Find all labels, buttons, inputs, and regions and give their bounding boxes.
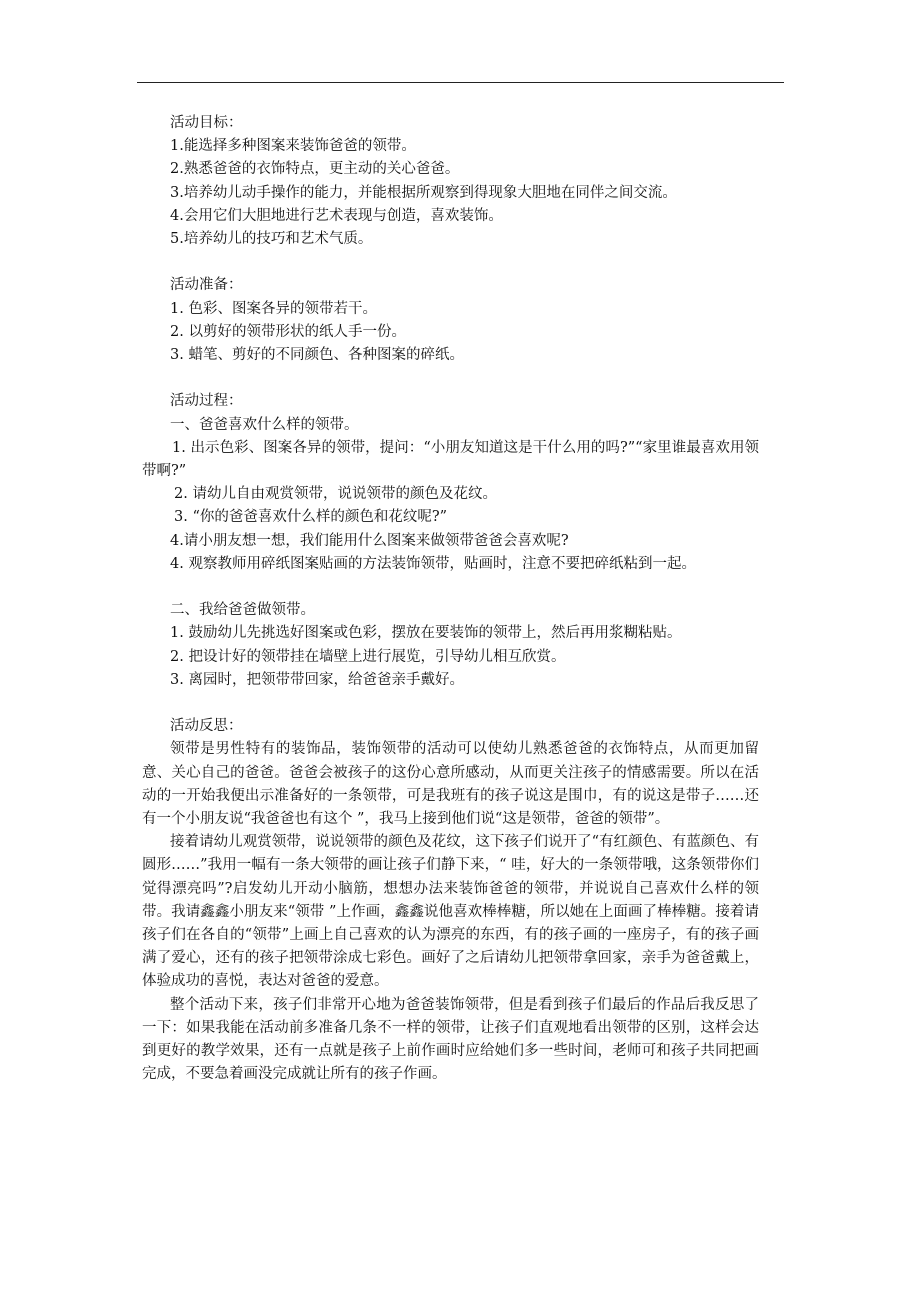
- section-preparation: [170, 274, 790, 367]
- process-item: 2. 请幼儿自由观赏领带，说说领带的颜色及花纹。: [174, 486, 497, 503]
- process-item: 4.请小朋友想一想，我们能用什么图案来做领带爸爸会喜欢呢?: [170, 532, 569, 549]
- process-item: 2. 把设计好的领带挂在墙壁上进行展览，引导幼儿相互欣赏。: [170, 648, 566, 665]
- section-reflection: [142, 715, 790, 1086]
- goal-item: 1.能选择多种图案来装饰爸爸的领带。: [170, 138, 416, 155]
- process-item: 4. 观察教师用碎纸图案贴画的方法装饰领带，贴画时，注意不要把碎纸粘到一起。: [170, 555, 696, 572]
- header-rule: [137, 82, 784, 83]
- reflection-paragraph: 领带是男性特有的装饰品，装饰领带的活动可以使幼儿熟悉爸爸的衣饰特点，从而更加留意、关心自己的爸爸。爸爸会被孩子的这份心意所感动，从而更关注孩子的情感需要。所以在活动的一开始我便出示准备好的一条领带，可是我班有的孩子说这是围巾，有的说这是带子……还有一个小朋友说“我爸爸也有这个 ”，我马上接到他们说“这是领带，爸爸的领带”。: [142, 741, 759, 828]
- reflection-heading: 活动反思：: [170, 718, 243, 735]
- prep-item: 3. 蜡笔、剪好的不同颜色、各种图案的碎纸。: [170, 347, 464, 364]
- reflection-paragraph: 整个活动下来，孩子们非常开心地为爸爸装饰领带，但是看到孩子们最后的作品后我反思了一下：如果我能在活动前多准备几条不一样的领带，让孩子们直观地看出领带的区别，这样会达到更好的教学效果，还有一点就是孩子上前作画时应给她们多一些时间，老师可和孩子共同把画完成，不要急着画没完成就让所有的孩子作画。: [142, 996, 759, 1083]
- process-item: 3. 离园时，把领带带回家，给爸爸亲手戴好。: [170, 671, 464, 688]
- prep-item: 2. 以剪好的领带形状的纸人手一份。: [170, 323, 406, 340]
- process-item: 1. 出示色彩、图案各异的领带，提问：“小朋友知道这是干什么用的吗?”“家里谁最喜欢用领带啊?”: [142, 439, 759, 480]
- section-process: [142, 390, 790, 692]
- goal-item: 5.培养幼儿的技巧和艺术气质。: [170, 231, 373, 248]
- process-part1-title: 一、爸爸喜欢什么样的领带。: [170, 416, 359, 433]
- process-item: 3. “你的爸爸喜欢什么样的颜色和花纹呢?”: [174, 509, 448, 526]
- section-goals: [170, 112, 790, 251]
- goals-heading: 活动目标：: [170, 115, 243, 131]
- prep-item: 1. 色彩、图案各异的领带若干。: [170, 300, 377, 317]
- process-heading: 活动过程：: [170, 393, 243, 410]
- document-body: [142, 112, 790, 1086]
- reflection-paragraph: 接着请幼儿观赏领带，说说领带的颜色及花纹，这下孩子们说开了“有红颜色、有蓝颜色、有圆形……”我用一幅有一条大领带的画让孩子们静下来，“ 哇，好大的一条领带哦，这条领带你们觉得漂亮吗”?启发幼儿开动小脑筋，想想办法来装饰爸爸的领带，并说说自己喜欢什么样的领带。我请鑫鑫小朋友来“领带 ”上作画，鑫鑫说他喜欢棒棒糖，所以她在上面画了棒棒糖。接着请孩子们在各自的“领带”上画上自己喜欢的认为漂亮的东西，有的孩子画的一座房子，有的孩子画满了爱心，还有的孩子把领带涂成七彩色。画好了之后请幼儿把领带拿回家，亲手为爸爸戴上，体验成功的喜悦，表达对爸爸的爱意。: [142, 834, 759, 990]
- goal-item: 4.会用它们大胆地进行艺术表现与创造，喜欢装饰。: [170, 207, 503, 224]
- process-part2-title: 二、我给爸爸做领带。: [170, 602, 315, 619]
- goal-item: 3.培养幼儿动手操作的能力，并能根据所观察到得现象大胆地在同伴之间交流。: [170, 184, 677, 201]
- process-item: 1. 鼓励幼儿先挑选好图案或色彩，摆放在要装饰的领带上，然后再用浆糊粘贴。: [170, 625, 682, 642]
- goal-item: 2.熟悉爸爸的衣饰特点，更主动的关心爸爸。: [170, 161, 460, 178]
- prep-heading: 活动准备：: [170, 277, 243, 294]
